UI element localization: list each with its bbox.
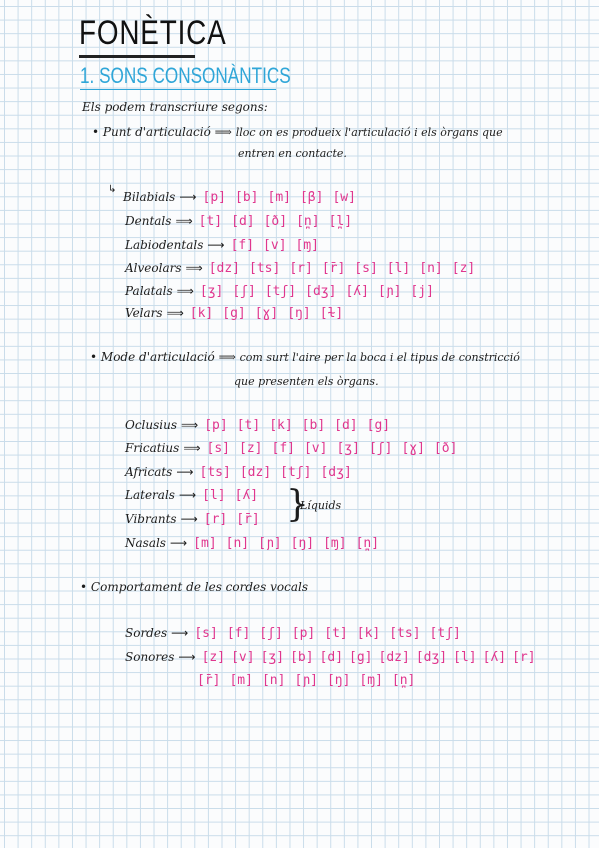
symbol: [r̄] (236, 512, 260, 527)
symbol: [tʃ] (264, 284, 297, 299)
vocal-row-sonores-cont (197, 673, 424, 688)
symbol: [d] (231, 214, 255, 229)
row-label: Sordes (125, 626, 168, 640)
arrow-icon: ⟹ (166, 306, 184, 320)
symbol: [ð] (263, 214, 288, 229)
arrow-icon: ⟶ (180, 512, 198, 526)
symbol: [ð] (433, 441, 458, 456)
symbol: [k] (269, 418, 293, 433)
mode-heading: Mode d'articulació (100, 350, 215, 364)
mode-description-2: que presenten els òrgans. (234, 375, 379, 388)
mode-row-vibrants (125, 512, 269, 527)
arrow-icon: ⟹ (181, 418, 199, 432)
symbol: [t] (324, 626, 348, 641)
vocal-row-sonores (125, 650, 536, 665)
mode-row-africats (125, 465, 361, 480)
symbol: [r] (512, 650, 536, 665)
mode-heading-line (90, 350, 520, 364)
mode-row-fricatius (125, 441, 466, 456)
mode-row-oclusius (125, 418, 399, 433)
symbol: [ʎ] (482, 650, 507, 665)
liquids-brace: } (286, 484, 309, 525)
corner-arrow-icon: ↳ (108, 184, 117, 195)
symbol: [v] (263, 238, 287, 253)
section-title: 1. SONS CONSONÀNTICS (80, 63, 291, 88)
title-underline (79, 55, 195, 58)
symbol: [r] (289, 261, 313, 276)
symbol: [g] (349, 650, 373, 665)
symbol: [ɣ] (254, 306, 279, 321)
row-label: Dentals (125, 214, 172, 228)
symbol: [z] (451, 261, 476, 276)
symbol: [p] (202, 190, 227, 205)
row-label: Velars (125, 306, 163, 320)
symbol: [w] (332, 190, 356, 205)
symbol: [m] (193, 536, 217, 551)
symbol: [j] (410, 284, 434, 299)
page-title: FONÈTICA (79, 14, 227, 52)
symbol: [m] (267, 190, 291, 205)
row-label: Oclusius (125, 418, 178, 432)
place-row-labiodentals (125, 238, 328, 253)
symbol: [f] (271, 441, 295, 456)
place-row-dentals (125, 214, 361, 229)
row-label: Nasals (125, 536, 166, 550)
symbol: [n] (225, 536, 250, 551)
row-label: Laterals (125, 488, 175, 502)
symbol: [s] (194, 626, 218, 641)
symbol: [ŋ] (287, 306, 311, 321)
point-heading-line (92, 125, 503, 139)
bullet-icon: • (92, 125, 100, 139)
symbol: [n] (419, 261, 443, 276)
symbol: [dʒ] (415, 650, 448, 665)
arrow-icon: ⟹ (218, 350, 236, 364)
arrow-icon: ⟹ (175, 214, 193, 228)
symbol: [ts] (389, 626, 421, 641)
symbol: [b] (301, 418, 326, 433)
symbol: [ɲ] (294, 673, 318, 688)
symbol: [dʒ] (305, 284, 337, 299)
point-description: lloc on es produeix l'articulació i els òrgans que (235, 126, 503, 139)
symbol: [b] (290, 650, 314, 665)
arrow-icon: ⟶ (178, 650, 196, 664)
vocal-heading: Comportament de les cordes vocals (90, 580, 308, 594)
symbol: [ʒ] (199, 284, 224, 299)
mode-row-laterals (125, 488, 267, 503)
vocal-heading-line (80, 580, 308, 594)
symbol: [ɲ] (377, 284, 402, 299)
liquids-label: Líquids (300, 499, 342, 512)
symbol: [f] (226, 626, 251, 641)
bullet-icon: • (80, 580, 88, 594)
symbol: [l] (202, 488, 226, 503)
symbol: [ŋ] (290, 536, 315, 551)
symbol: [r̄] (321, 261, 346, 276)
arrow-icon: ⟹ (183, 441, 201, 455)
row-label: Alveolars (125, 261, 182, 275)
symbol: [v] (231, 650, 255, 665)
symbol: [z] (239, 441, 263, 456)
symbol: [k] (356, 626, 381, 641)
symbol: [ɲ] (258, 536, 282, 551)
symbol: [n] (261, 673, 286, 688)
arrow-icon: ⟹ (214, 125, 232, 139)
symbol: [ʃ] (368, 441, 393, 456)
symbol: [d] (319, 650, 344, 665)
arrow-icon: ⟹ (176, 284, 194, 298)
place-row-alveolars (125, 261, 484, 276)
symbol: [r] (203, 512, 228, 527)
arrow-icon: ⟶ (171, 626, 189, 640)
symbol: [t] (236, 418, 261, 433)
arrow-icon: ⟶ (176, 465, 194, 479)
place-row-velars (125, 306, 352, 321)
symbol: [β] (299, 190, 324, 205)
symbol: [ɣ] (401, 441, 425, 456)
symbol: [ʒ] (260, 650, 285, 665)
arrow-icon: ⟶ (178, 488, 197, 502)
symbol: [ʒ] (336, 441, 360, 456)
symbol: [ɫ] (319, 306, 344, 321)
intro-text: Els podem transcriure segons: (82, 100, 268, 114)
symbol: [p] (204, 418, 228, 433)
symbol: [l] (386, 261, 411, 276)
section-underline (80, 89, 276, 90)
symbol: [t] (198, 214, 223, 229)
symbol: [v] (303, 441, 328, 456)
symbol: [ts] (199, 465, 231, 480)
symbol: [dʒ] (320, 465, 352, 480)
point-heading: Punt d'articulació (102, 125, 211, 139)
row-label: Labiodentals (125, 238, 204, 252)
symbol: [ɱ] (359, 673, 383, 688)
symbol: [d] (334, 418, 358, 433)
place-row-bilabials (123, 190, 365, 205)
symbol: [b] (235, 190, 259, 205)
symbol: [l] (453, 650, 477, 665)
place-row-palatals (125, 284, 443, 299)
symbol: [dz] (239, 465, 272, 480)
row-label: Africats (125, 465, 173, 479)
symbol: [k] (189, 306, 214, 321)
symbol: [z] (201, 650, 226, 665)
symbol: [tʃ] (429, 626, 461, 641)
arrow-icon: ⟶ (169, 536, 188, 550)
symbol: [g] (222, 306, 246, 321)
mode-description: com surt l'aire per la boca i el tipus de constricció (239, 351, 520, 364)
symbol: [dz] (208, 261, 241, 276)
symbol: [n̪] (355, 536, 380, 551)
symbol: [l̪] (328, 214, 353, 229)
symbol: [g] (366, 418, 391, 433)
symbol: [ɱ] (323, 536, 347, 551)
vocal-row-sordes (125, 626, 470, 641)
row-label: Vibrants (125, 512, 177, 526)
symbol: [ɱ] (295, 238, 320, 253)
symbol: [r̄] (197, 673, 221, 688)
point-description-2: entren en contacte. (238, 147, 347, 160)
symbol: [p] (291, 626, 316, 641)
symbol: [ʎ] (345, 284, 369, 299)
bullet-icon: • (90, 350, 98, 364)
mode-row-nasals (125, 536, 388, 551)
symbol: [m] (229, 673, 253, 688)
row-label: Fricatius (125, 441, 180, 455)
symbol: [ʎ] (234, 488, 259, 503)
symbol: [ʃ] (232, 284, 256, 299)
arrow-icon: ⟹ (185, 261, 203, 275)
symbol: [ts] (249, 261, 281, 276)
arrow-icon: ⟶ (207, 238, 225, 252)
symbol: [n̪] (391, 673, 416, 688)
symbol: [s] (354, 261, 378, 276)
row-label: Sonores (125, 650, 175, 664)
symbol: [dz] (378, 650, 410, 665)
symbol: [ŋ] (326, 673, 351, 688)
row-label: Palatals (125, 284, 173, 298)
symbol: [n̪] (296, 214, 320, 229)
arrow-icon: ⟶ (179, 190, 197, 204)
row-label: Bilabials (123, 190, 176, 204)
symbol: [f] (230, 238, 255, 253)
symbol: [s] (206, 441, 231, 456)
symbol: [tʃ] (280, 465, 312, 480)
symbol: [ʃ] (259, 626, 283, 641)
